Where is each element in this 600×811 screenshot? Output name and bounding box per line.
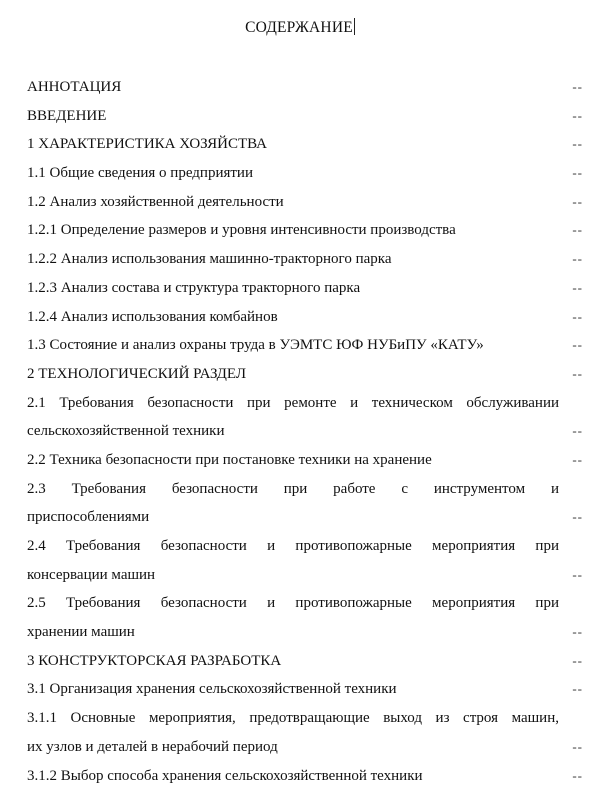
toc-title-text: СОДЕРЖАНИЕ	[245, 19, 353, 36]
toc-entry-text: 3 КОНСТРУКТОРСКАЯ РАЗРАБОТКА	[27, 652, 282, 669]
toc-entry	[27, 159, 583, 188]
toc-entry-text: 1 ХАРАКТЕРИСТИКА ХОЗЯЙСТВА	[27, 136, 268, 153]
toc-entry	[27, 589, 583, 646]
toc-entry-text: сельскохозяйственной техники	[27, 423, 225, 440]
page-number-placeholder: --	[572, 107, 583, 123]
toc-entry-text: 1.3 Состояние и анализ охраны труда в УЭМТС ЮФ НУБиПУ «КАТУ»	[27, 337, 484, 354]
toc-entry	[27, 303, 583, 332]
page-number-placeholder: --	[572, 193, 583, 209]
page-number-placeholder: --	[572, 624, 583, 640]
page-number-placeholder: --	[572, 423, 583, 439]
text-cursor	[354, 18, 355, 35]
toc-entry-text: приспособлениями	[27, 509, 150, 526]
page-number-placeholder: --	[572, 251, 583, 267]
toc-entry-text: 2 ТЕХНОЛОГИЧЕСКИЙ РАЗДЕЛ	[27, 365, 247, 382]
page-number-placeholder: --	[572, 566, 583, 582]
toc-entry-text: 1.2.2 Анализ использования машинно-тракторного парка	[27, 251, 392, 268]
toc-entry	[27, 532, 583, 589]
page-number-placeholder: --	[572, 136, 583, 152]
toc-entry	[27, 360, 583, 389]
toc-entry	[27, 188, 583, 217]
page-number-placeholder: --	[572, 451, 583, 467]
toc-entry-text: АННОТАЦИЯ	[27, 79, 122, 95]
toc-entry-text: их узлов и деталей в нерабочий период	[27, 738, 278, 755]
toc-entry-text: 2.3 Требования безопасности при работе с инструментом и	[27, 480, 559, 497]
toc-entry-text: 1.2 Анализ хозяйственной деятельности	[27, 193, 284, 210]
page-number-placeholder: --	[572, 509, 583, 525]
toc-entry	[27, 102, 583, 131]
page-number-placeholder: --	[572, 308, 583, 324]
table-of-contents	[27, 73, 583, 790]
page-number-placeholder: --	[572, 79, 583, 94]
toc-entry	[27, 130, 583, 159]
toc-entry	[27, 274, 583, 303]
toc-entry	[27, 73, 583, 102]
page-number-placeholder: --	[572, 337, 583, 353]
toc-entry	[27, 331, 583, 360]
page-number-placeholder: --	[572, 279, 583, 295]
toc-entry-text: ВВЕДЕНИЕ	[27, 107, 107, 124]
toc-entry	[27, 216, 583, 245]
toc-entry-text: 3.1.1 Основные мероприятия, предотвращающие выход из строя машин,	[27, 710, 559, 727]
toc-entry	[27, 245, 583, 274]
toc-entry-text: консервации машин	[27, 566, 156, 583]
toc-entry	[27, 446, 583, 475]
toc-entry-text: 2.4 Требования безопасности и противопожарные мероприятия при	[27, 538, 559, 554]
toc-entry	[27, 704, 583, 761]
page-number-placeholder: --	[572, 681, 583, 697]
page-number-placeholder: --	[572, 365, 583, 381]
toc-entry-text: 2.5 Требования безопасности и противопожарные мероприятия при	[27, 595, 559, 612]
page-number-placeholder: --	[572, 165, 583, 181]
toc-entry-text: хранении машин	[27, 624, 135, 641]
toc-entry	[27, 675, 583, 704]
toc-entry-text: 1.2.4 Анализ использования комбайнов	[27, 308, 278, 325]
toc-title	[0, 18, 600, 37]
toc-entry	[27, 762, 583, 791]
page-number-placeholder: --	[572, 738, 583, 754]
toc-entry	[27, 475, 583, 532]
toc-entry-text: 1.2.1 Определение размеров и уровня интенсивности производства	[27, 222, 456, 239]
toc-entry-text: 2.2 Техника безопасности при постановке техники на хранение	[27, 451, 432, 468]
page-number-placeholder: --	[572, 767, 583, 783]
toc-entry-text: 1.2.3 Анализ состава и структура тракторного парка	[27, 279, 361, 296]
toc-entry-text: 3.1 Организация хранения сельскохозяйственной техники	[27, 681, 397, 698]
toc-entry	[27, 647, 583, 676]
toc-entry-text: 2.1 Требования безопасности при ремонте и техническом обслуживании	[27, 394, 559, 411]
toc-entry-text: 1.1 Общие сведения о предприятии	[27, 165, 253, 182]
page-number-placeholder: --	[572, 222, 583, 238]
toc-entry-text: 3.1.2 Выбор способа хранения сельскохозяйственной техники	[27, 767, 423, 784]
page-number-placeholder: --	[572, 652, 583, 668]
toc-entry	[27, 389, 583, 446]
